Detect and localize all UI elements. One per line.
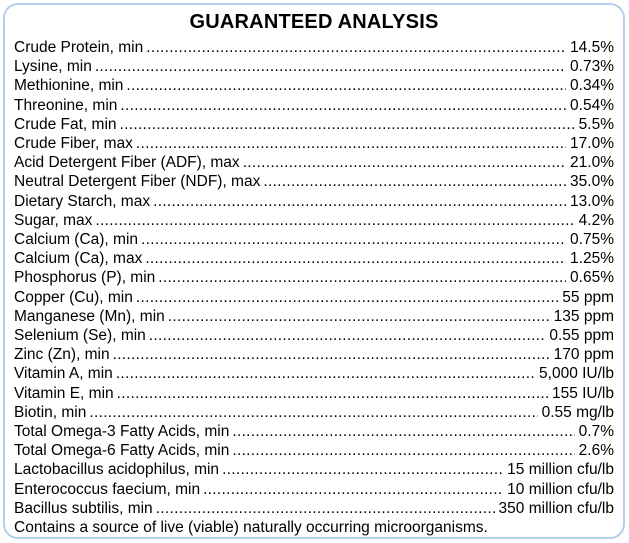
row-value: 55 ppm [562,288,614,306]
row-value: 5.5% [578,115,614,133]
dot-leader [95,211,574,230]
row-label: Calcium (Ca), min [14,231,139,249]
row-label: Zinc (Zn), min [14,346,110,364]
analysis-row [14,384,614,403]
analysis-row [14,153,614,172]
analysis-row [14,57,614,76]
dot-leader [149,326,546,345]
row-value: 5,000 IU/lb [539,365,614,383]
dot-leader [203,480,503,499]
analysis-row [14,268,614,287]
row-value: 1.25% [570,250,614,268]
analysis-rows [14,38,614,518]
analysis-row [14,115,614,134]
row-label: Lactobacillus acidophilus, min [14,461,220,479]
row-label: Phosphorus (P), min [14,269,156,287]
row-label: Copper (Cu), min [14,288,133,306]
row-label: Lysine, min [14,58,92,76]
dot-leader [141,230,566,249]
analysis-row [14,441,614,460]
analysis-row [14,211,614,230]
analysis-row [14,499,614,518]
panel-title: GUARANTEED ANALYSIS [189,11,439,33]
row-value: 10 million cfu/lb [507,480,614,498]
analysis-row [14,345,614,364]
row-label: Total Omega-6 Fatty Acids, min [14,442,230,460]
row-value: 0.55 mg/lb [541,403,614,421]
dot-leader [136,288,558,307]
row-label: Vitamin E, min [14,384,114,402]
row-value: 0.7% [578,423,614,441]
analysis-row [14,96,614,115]
analysis-row [14,326,614,345]
analysis-row [14,460,614,479]
dot-leader [153,192,566,211]
dot-leader [243,153,566,172]
analysis-row [14,480,614,499]
dot-leader [89,403,537,422]
dot-leader [232,422,574,441]
row-value: 170 ppm [553,346,614,364]
microorganisms-note: Contains a source of live (viable) naturally occurring microorganisms. [14,519,488,537]
row-label: Selenium (Se), min [14,327,146,345]
row-value: 0.54% [570,96,614,114]
row-label: Acid Detergent Fiber (ADF), max [14,154,240,172]
row-label: Dietary Starch, max [14,192,151,210]
row-label: Biotin, min [14,403,87,421]
dot-leader [263,172,566,191]
row-value: 135 ppm [553,307,614,325]
dot-leader [95,57,566,76]
analysis-row [14,307,614,326]
row-value: 14.5% [570,39,614,56]
row-label: Crude Fiber, max [14,135,133,153]
row-label: Vitamin A, min [14,365,113,383]
analysis-row [14,230,614,249]
dot-leader [120,115,575,134]
row-value: 350 million cfu/lb [498,499,614,517]
row-value: 0.55 ppm [549,327,614,345]
row-label: Manganese (Mn), min [14,307,165,325]
row-label: Crude Fat, min [14,115,117,133]
analysis-row [14,76,614,95]
dot-leader [113,345,550,364]
row-value: 155 IU/lb [551,384,614,402]
row-label: Sugar, max [14,211,93,229]
dot-leader [168,307,550,326]
row-label: Threonine, min [14,96,118,114]
row-value: 0.73% [570,58,614,76]
analysis-row [14,403,614,422]
dot-leader [146,38,566,57]
row-label: Bacillus subtilis, min [14,499,153,517]
row-value: 35.0% [570,173,614,191]
analysis-row [14,192,614,211]
row-label: Total Omega-3 Fatty Acids, min [14,423,230,441]
dot-leader [232,441,574,460]
dot-leader [126,76,566,95]
dot-leader [158,268,566,287]
analysis-row [14,249,614,268]
row-value: 4.2% [578,211,614,229]
guaranteed-analysis-panel [3,3,625,539]
dot-leader [117,384,548,403]
dot-leader [222,460,503,479]
analysis-row [14,288,614,307]
dot-leader [116,364,535,383]
analysis-row [14,422,614,441]
row-label: Neutral Detergent Fiber (NDF), max [14,173,261,191]
analysis-row [14,172,614,191]
row-value: 21.0% [570,154,614,172]
row-value: 17.0% [570,135,614,153]
row-value: 0.34% [570,77,614,95]
row-value: 15 million cfu/lb [507,461,614,479]
dot-leader [145,249,566,268]
analysis-row [14,134,614,153]
row-value: 0.75% [570,231,614,249]
analysis-row [14,38,614,57]
row-value: 13.0% [570,192,614,210]
row-label: Calcium (Ca), max [14,250,143,268]
row-value: 0.65% [570,269,614,287]
dot-leader [156,499,495,518]
row-label: Crude Protein, min [14,39,144,56]
row-value: 2.6% [578,442,614,460]
dot-leader [136,134,566,153]
row-label: Methionine, min [14,77,124,95]
analysis-row [14,364,614,383]
row-label: Enterococcus faecium, min [14,480,201,498]
dot-leader [120,96,566,115]
